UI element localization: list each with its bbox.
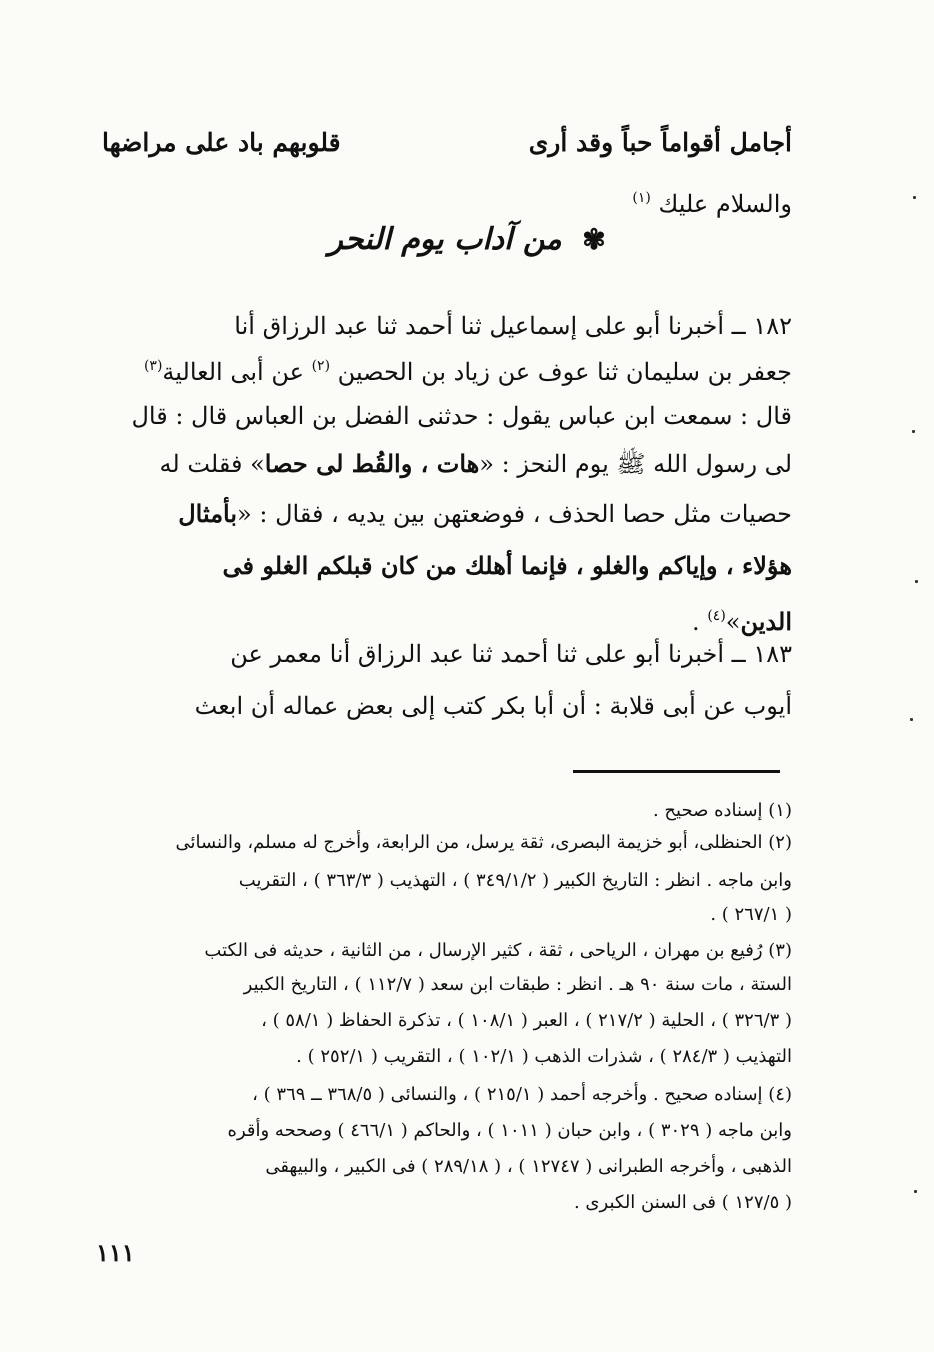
quote-close-mark: » [725, 608, 741, 636]
footnote-ref-2: (٢) [311, 358, 331, 374]
hadith-182-line-4-a: لى رسول الله ﷺ يوم النحز : « [479, 450, 792, 478]
footnote-line-3: وابن ماجه . انظر : التاريخ الكبير ( ٣٤٩/١/٢ ) ، التهذيب ( ٣٦٣/٣ ) ، التقريب [238, 870, 792, 891]
verse-second-hemistich: قلوبهم باد على مراضها [102, 128, 341, 157]
footnote-line-2: (٢) الحنظلى، أبو خزيمة البصرى، ثقة يرسل، من الرابعة، وأخرج له مسلم، والنسائى [175, 832, 792, 853]
hadith-182-line-5-a: حصيات مثل حصا الحذف ، فوضعتهن بين يديه ، فقال : « [237, 500, 792, 528]
hadith-183-line-2: أيوب عن أبى قلابة : أن أبا بكر كتب إلى بعض عماله أن ابعث [194, 692, 792, 720]
footnote-line-6: الستة ، مات سنة ٩٠ هـ . انظر : طبقات ابن سعد ( ١١٢/٧ ) ، التاريخ الكبير [243, 974, 792, 995]
prophet-quote-1: هات ، والقُط لى حصا [264, 449, 480, 478]
hadith-182-line-1: ١٨٢ ــ أخبرنا أبو على إسماعيل ثنا أحمد ثنا عبد الرزاق أنا [234, 312, 792, 340]
hadith-183-line-1: ١٨٣ ــ أخبرنا أبو على ثنا أحمد ثنا عبد الرزاق أنا معمر عن [230, 640, 792, 668]
poem-verse [102, 128, 792, 168]
footnote-line-1: (١) إسناده صحيح . [652, 800, 792, 821]
prophet-quote-2-start: بأمثال [178, 499, 238, 528]
verse-closing-line [132, 178, 792, 224]
footnote-divider [573, 770, 780, 773]
footnote-ref-4: (٤) [707, 608, 726, 624]
scan-speck [912, 430, 915, 433]
sentence-end: . [692, 608, 700, 636]
footnote-line-10: وابن ماجه ( ٣٠٢٩ ) ، وابن حبان ( ١٠١١ ) ، والحاكم ( ٤٦٦/١ ) وصححه وأقره [227, 1120, 792, 1141]
scan-speck [915, 580, 918, 583]
footnote-line-7: ( ٣٢٦/٣ ) ، الحلية ( ٢١٧/٢ ) ، العبر ( ١٠٨/١ ) ، تذكرة الحفاظ ( ٥٨/١ ) ، [261, 1010, 792, 1031]
hadith-182-line-2-a: جعفر بن سليمان ثنا عوف عن زياد بن الحصين [337, 358, 792, 386]
section-heading [0, 222, 934, 257]
hadith-182-line-6: هؤلاء ، وإياكم والغلو ، فإنما أهلك من كان قبلكم الغلو فى [222, 551, 792, 580]
footnote-ref-1: (١) [632, 190, 651, 206]
prophet-quote-2-end: الدين [740, 607, 792, 636]
hadith-182-line-3: قال : سمعت ابن عباس يقول : حدثنى الفضل بن العباس قال : قال [131, 402, 792, 430]
footnote-line-12: ( ١٢٧/٥ ) فى السنن الكبرى . [573, 1192, 792, 1213]
page-number: ١١١ [96, 1238, 135, 1267]
hadith-182-line-5 [132, 494, 792, 534]
closing-text: والسلام عليك [658, 190, 792, 218]
scan-speck [913, 196, 916, 199]
scan-speck [910, 718, 913, 721]
footnote-ref-3: (٣) [143, 358, 163, 374]
scan-speck [914, 1190, 917, 1193]
hadith-182-line-4-c: » فقلت له [159, 450, 265, 478]
hadith-182-line-2-b: عن أبى العالية [162, 358, 304, 386]
footnote-line-9: (٤) إسناده صحيح . وأخرجه أحمد ( ٢١٥/١ ) ، والنسائى ( ٣٦٨/٥ ــ ٣٦٩ ) ، [252, 1084, 792, 1105]
verse-first-hemistich: أجامل أقواماً حباً وقد أرى [528, 128, 792, 157]
hadith-182-line-4 [132, 444, 792, 484]
footnote-line-11: الذهبى ، وأخرجه الطبرانى ( ١٢٧٤٧ ) ، ( ٢٨٩/١٨ ) فى الكبير ، والبيهقى [265, 1156, 792, 1177]
footnote-line-5: (٣) رُفيع بن مهران ، الرياحى ، ثقة ، كثير الإرسال ، من الثانية ، حديثه فى الكتب [204, 940, 792, 961]
footnote-line-8: التهذيب ( ٢٨٤/٣ ) ، شذرات الذهب ( ١٠٢/١ ) ، التقريب ( ٢٥٢/١ ) . [296, 1046, 792, 1067]
section-heading-text: من آداب يوم النحر [328, 222, 562, 257]
footnote-line-4: ( ٢٦٧/١ ) . [710, 904, 792, 925]
hadith-182-line-2 [132, 346, 792, 392]
flower-ornament-icon: ✾ [582, 223, 606, 256]
